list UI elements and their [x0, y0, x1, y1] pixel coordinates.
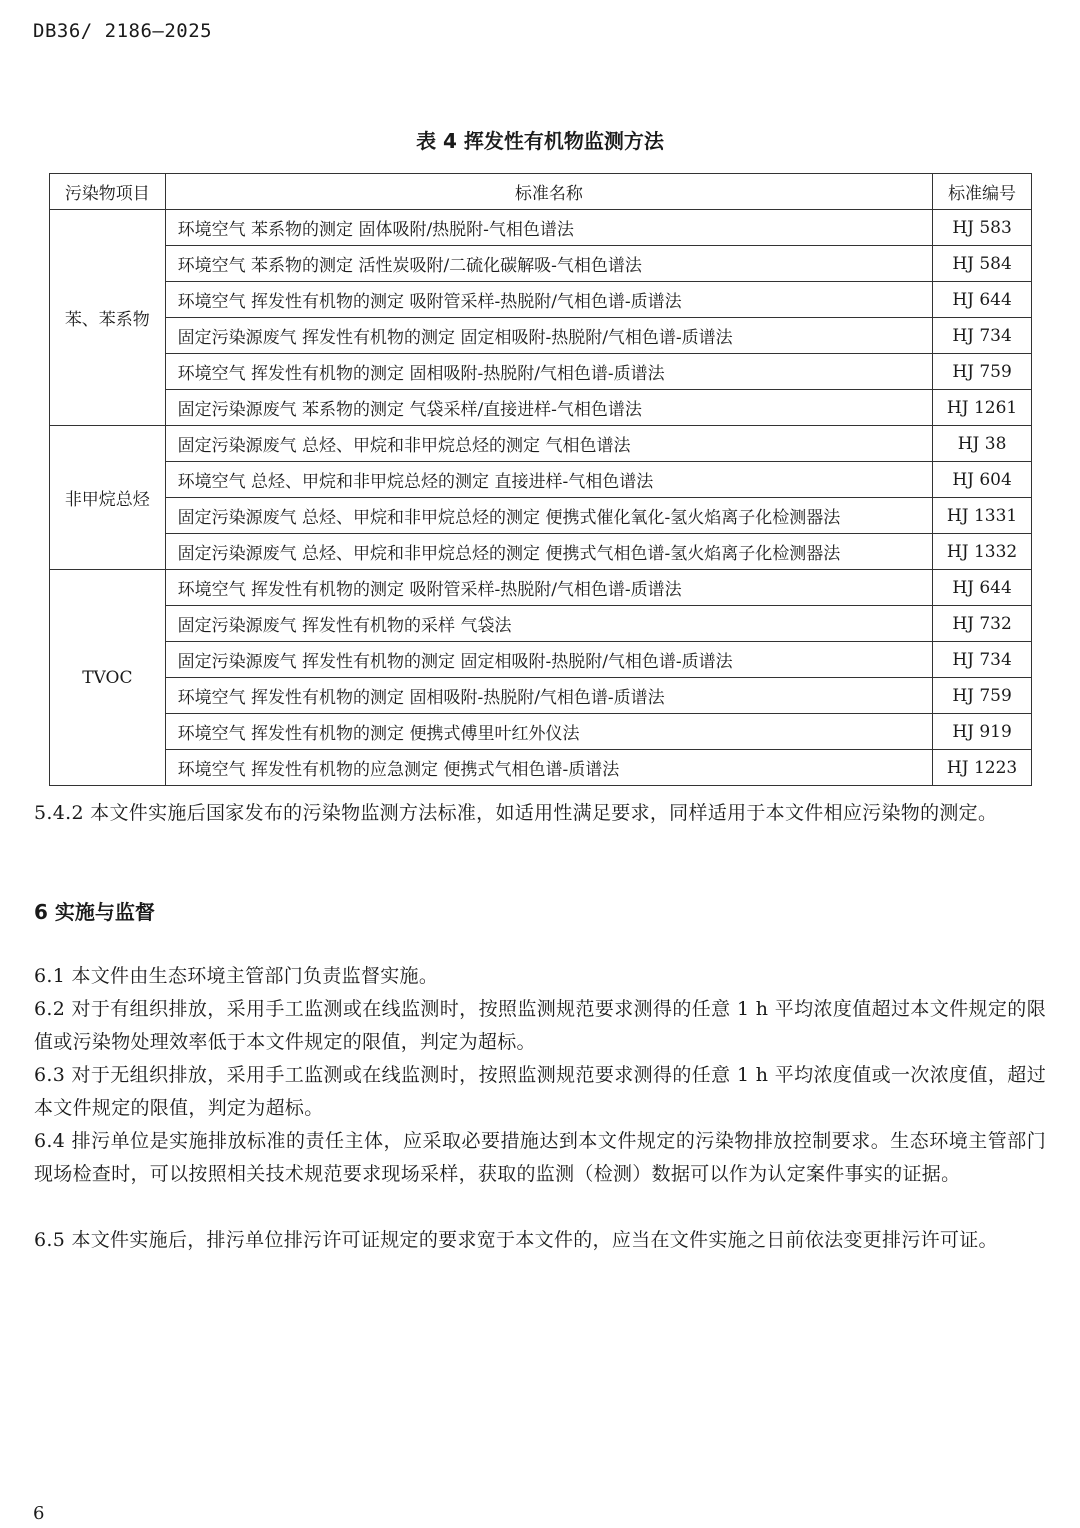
- table-title: 表 4 挥发性有机物监测方法: [416, 129, 664, 153]
- section-6-heading: 6 实施与监督: [34, 900, 155, 924]
- standard-code-cell: HJ 583: [933, 210, 1032, 246]
- table-row: [50, 354, 1032, 390]
- clause-5-4-2: 5.4.2 本文件实施后国家发布的污染物监测方法标准，如适用性满足要求，同样适用于本文件相应污染物的测定。: [34, 802, 998, 824]
- clause-6-3: 6.3 对于无组织排放，采用手工监测或在线监测时，按照监测规范要求测得的任意 1 h 平均浓度值或一次浓度值，超过本文件规定的限值，判定为超标。: [34, 1064, 1046, 1119]
- table-row: [50, 606, 1032, 642]
- table-row: [50, 246, 1032, 282]
- standard-name-cell: 固定污染源废气 挥发性有机物的测定 固定相吸附-热脱附/气相色谱-质谱法: [165, 318, 932, 354]
- standard-code-cell: HJ 1261: [933, 390, 1032, 426]
- standard-name-cell: 固定污染源废气 挥发性有机物的测定 固定相吸附-热脱附/气相色谱-质谱法: [165, 642, 932, 678]
- standard-code-cell: HJ 734: [933, 642, 1032, 678]
- table-header-row: [50, 174, 1032, 210]
- standard-code-cell: HJ 759: [933, 678, 1032, 714]
- standard-code-cell: HJ 604: [933, 462, 1032, 498]
- clause-6-2: 6.2 对于有组织排放，采用手工监测或在线监测时，按照监测规范要求测得的任意 1 h 平均浓度值超过本文件规定的限值或污染物处理效率低于本文件规定的限值，判定为超标。: [34, 998, 1046, 1053]
- standard-name-cell: 环境空气 总烃、甲烷和非甲烷总烃的测定 直接进样-气相色谱法: [165, 462, 932, 498]
- standard-code-cell: HJ 1223: [933, 750, 1032, 786]
- table-row: [50, 570, 1032, 606]
- table-row: [50, 282, 1032, 318]
- table-row: [50, 534, 1032, 570]
- page-number: 6: [33, 1503, 45, 1524]
- standard-code-cell: HJ 734: [933, 318, 1032, 354]
- standard-name-cell: 环境空气 挥发性有机物的测定 吸附管采样-热脱附/气相色谱-质谱法: [165, 570, 932, 606]
- standard-name-cell: 环境空气 挥发性有机物的测定 固相吸附-热脱附/气相色谱-质谱法: [165, 678, 932, 714]
- table-row: [50, 462, 1032, 498]
- monitoring-methods-table: [49, 173, 1032, 786]
- standard-code-cell: HJ 38: [933, 426, 1032, 462]
- column-header-standard-code: 标准编号: [933, 174, 1032, 210]
- standard-name-cell: 环境空气 挥发性有机物的应急测定 便携式气相色谱-质谱法: [165, 750, 932, 786]
- clause-6-4: 6.4 排污单位是实施排放标准的责任主体，应采取必要措施达到本文件规定的污染物排放控制要求。生态环境主管部门现场检查时，可以按照相关技术规范要求现场采样，获取的监测（检测）数据可以作为认定案件事实的证据。: [34, 1130, 1046, 1185]
- standard-name-cell: 环境空气 苯系物的测定 活性炭吸附/二硫化碳解吸-气相色谱法: [165, 246, 932, 282]
- table-row: [50, 426, 1032, 462]
- standard-code-cell: HJ 919: [933, 714, 1032, 750]
- standard-code-cell: HJ 1332: [933, 534, 1032, 570]
- standard-code-cell: HJ 732: [933, 606, 1032, 642]
- clause-6-5: 6.5 本文件实施后，排污单位排污许可证规定的要求宽于本文件的，应当在文件实施之日前依法变更排污许可证。: [34, 1229, 998, 1251]
- standard-name-cell: 固定污染源废气 挥发性有机物的采样 气袋法: [165, 606, 932, 642]
- standard-name-cell: 固定污染源废气 苯系物的测定 气袋采样/直接进样-气相色谱法: [165, 390, 932, 426]
- table-row: [50, 318, 1032, 354]
- column-header-standard-name: 标准名称: [165, 174, 932, 210]
- table-row: [50, 210, 1032, 246]
- column-header-pollutant: 污染物项目: [50, 174, 166, 210]
- standard-name-cell: 环境空气 挥发性有机物的测定 便携式傅里叶红外仪法: [165, 714, 932, 750]
- clause-6-1: 6.1 本文件由生态环境主管部门负责监督实施。: [34, 965, 439, 987]
- document-code: DB36/ 2186—2025: [33, 20, 213, 42]
- standard-name-cell: 固定污染源废气 总烃、甲烷和非甲烷总烃的测定 气相色谱法: [165, 426, 932, 462]
- pollutant-group-cell: TVOC: [50, 570, 166, 786]
- standard-code-cell: HJ 644: [933, 570, 1032, 606]
- standard-code-cell: HJ 584: [933, 246, 1032, 282]
- standard-code-cell: HJ 759: [933, 354, 1032, 390]
- table-row: [50, 498, 1032, 534]
- table-row: [50, 714, 1032, 750]
- table-row: [50, 678, 1032, 714]
- standard-code-cell: HJ 644: [933, 282, 1032, 318]
- table-row: [50, 750, 1032, 786]
- standard-name-cell: 环境空气 挥发性有机物的测定 吸附管采样-热脱附/气相色谱-质谱法: [165, 282, 932, 318]
- standard-name-cell: 固定污染源废气 总烃、甲烷和非甲烷总烃的测定 便携式气相色谱-氢火焰离子化检测器法: [165, 534, 932, 570]
- standard-name-cell: 固定污染源废气 总烃、甲烷和非甲烷总烃的测定 便携式催化氧化-氢火焰离子化检测器法: [165, 498, 932, 534]
- table-row: [50, 642, 1032, 678]
- pollutant-group-cell: 苯、苯系物: [50, 210, 166, 426]
- table-row: [50, 390, 1032, 426]
- standard-name-cell: 环境空气 挥发性有机物的测定 固相吸附-热脱附/气相色谱-质谱法: [165, 354, 932, 390]
- pollutant-group-cell: 非甲烷总烃: [50, 426, 166, 570]
- standard-name-cell: 环境空气 苯系物的测定 固体吸附/热脱附-气相色谱法: [165, 210, 932, 246]
- standard-code-cell: HJ 1331: [933, 498, 1032, 534]
